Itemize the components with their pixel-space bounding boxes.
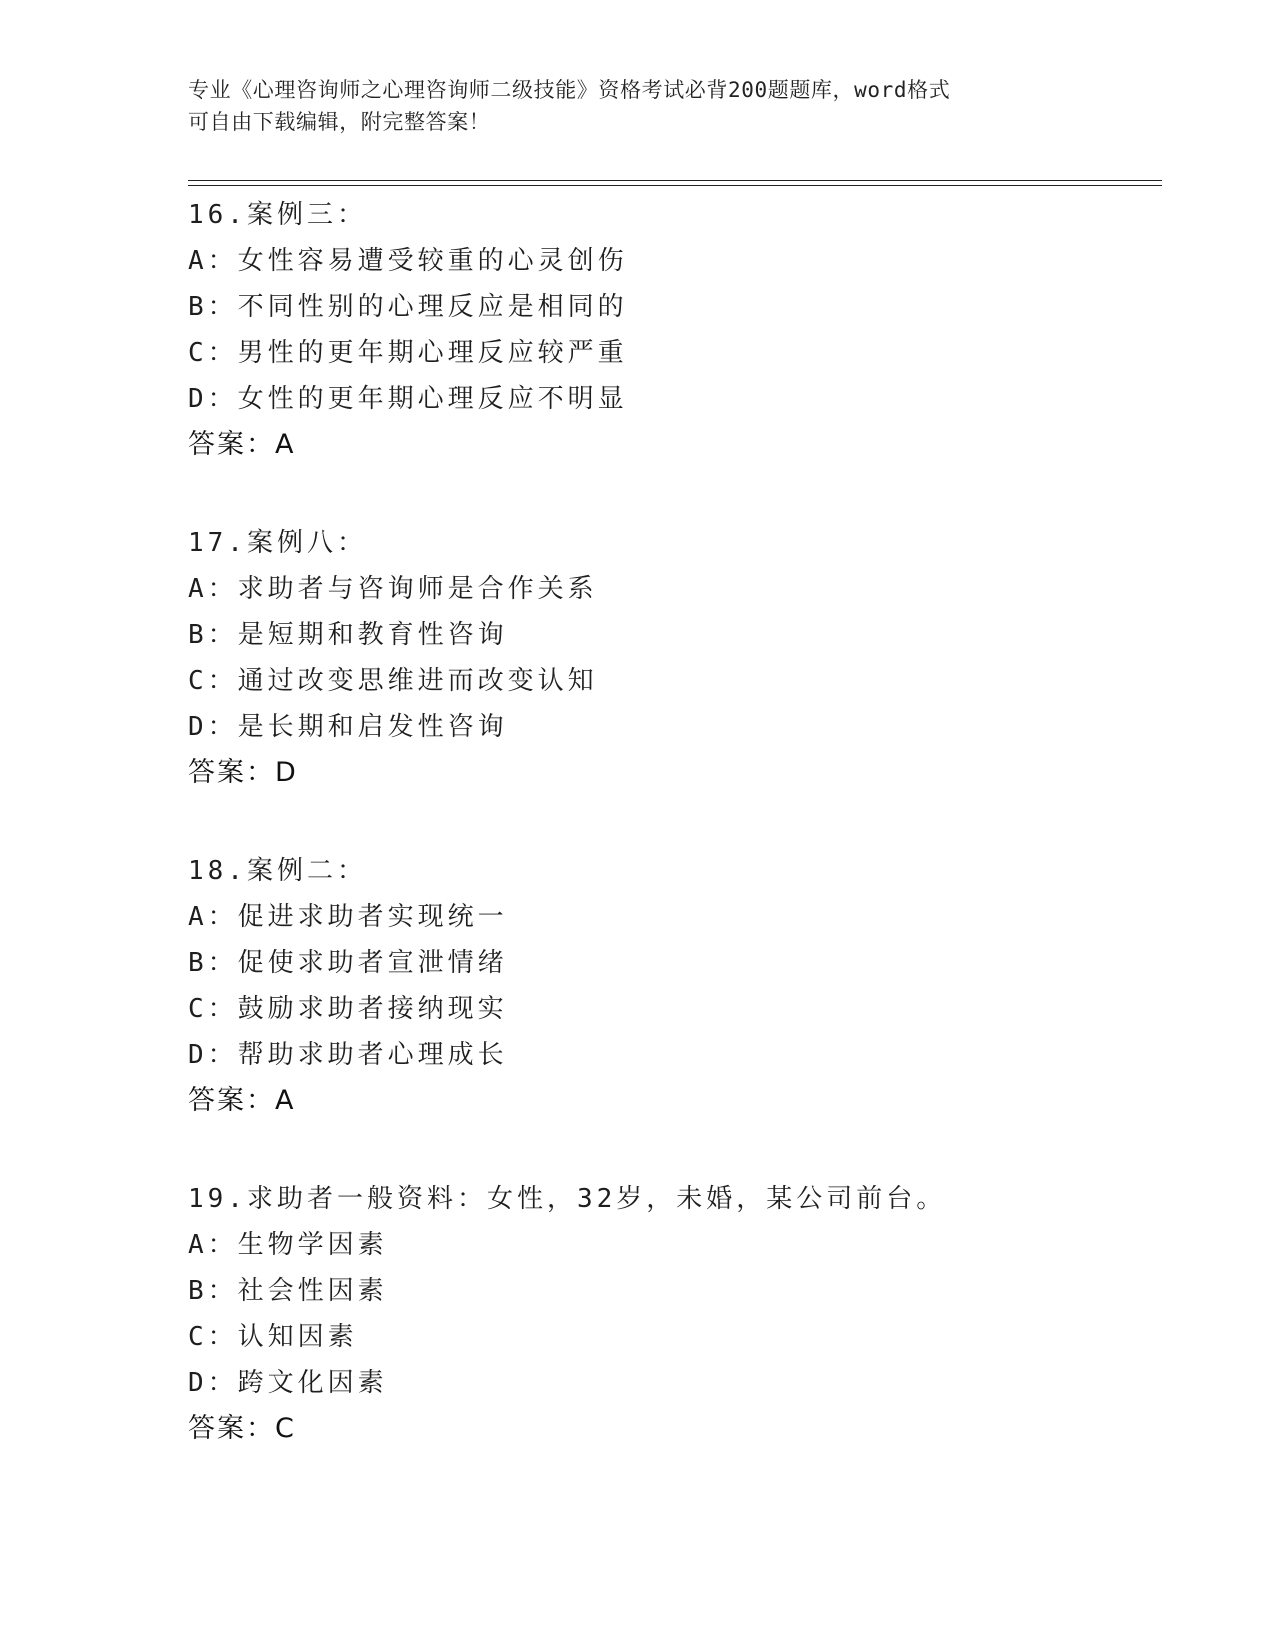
header-divider-bottom — [188, 185, 1162, 186]
option-a: A：求助者与咨询师是合作关系 — [188, 574, 598, 604]
option-c: C：鼓励求助者接纳现实 — [188, 994, 508, 1024]
document-header — [188, 74, 1088, 138]
option-b: B：社会性因素 — [188, 1276, 388, 1306]
question-stem: 17.案例八： — [188, 528, 367, 558]
answer-line: 答案：A — [188, 1085, 296, 1116]
option-a: A：促进求助者实现统一 — [188, 902, 508, 932]
question-stem: 16.案例三： — [188, 200, 367, 230]
option-b: B：是短期和教育性咨询 — [188, 620, 508, 650]
option-b: B：促使求助者宣泄情绪 — [188, 948, 508, 978]
option-c: C：认知因素 — [188, 1322, 358, 1352]
option-d: D：是长期和启发性咨询 — [188, 712, 508, 742]
question-18 — [188, 848, 1148, 1124]
option-b: B：不同性别的心理反应是相同的 — [188, 292, 628, 322]
option-d: D：跨文化因素 — [188, 1368, 388, 1398]
option-a: A：生物学因素 — [188, 1230, 388, 1260]
question-list — [188, 192, 1148, 1504]
option-c: C：男性的更年期心理反应较严重 — [188, 338, 628, 368]
question-17 — [188, 520, 1148, 796]
option-a: A：女性容易遭受较重的心灵创伤 — [188, 246, 628, 276]
option-d: D：帮助求助者心理成长 — [188, 1040, 508, 1070]
option-d: D：女性的更年期心理反应不明显 — [188, 384, 628, 414]
header-line-1: 专业《心理咨询师之心理咨询师二级技能》资格考试必背200题题库，word格式 — [188, 78, 951, 102]
answer-line: 答案：C — [188, 1413, 296, 1444]
answer-line: 答案：D — [188, 757, 298, 788]
question-19 — [188, 1176, 1148, 1452]
header-line-2: 可自由下载编辑，附完整答案！ — [188, 110, 491, 134]
header-divider-top — [188, 180, 1162, 181]
question-stem: 18.案例二： — [188, 856, 367, 886]
question-16 — [188, 192, 1148, 468]
option-c: C：通过改变思维进而改变认知 — [188, 666, 598, 696]
answer-line: 答案：A — [188, 429, 296, 460]
question-stem: 19.求助者一般资料：女性，32岁，未婚，某公司前台。 — [188, 1184, 947, 1214]
